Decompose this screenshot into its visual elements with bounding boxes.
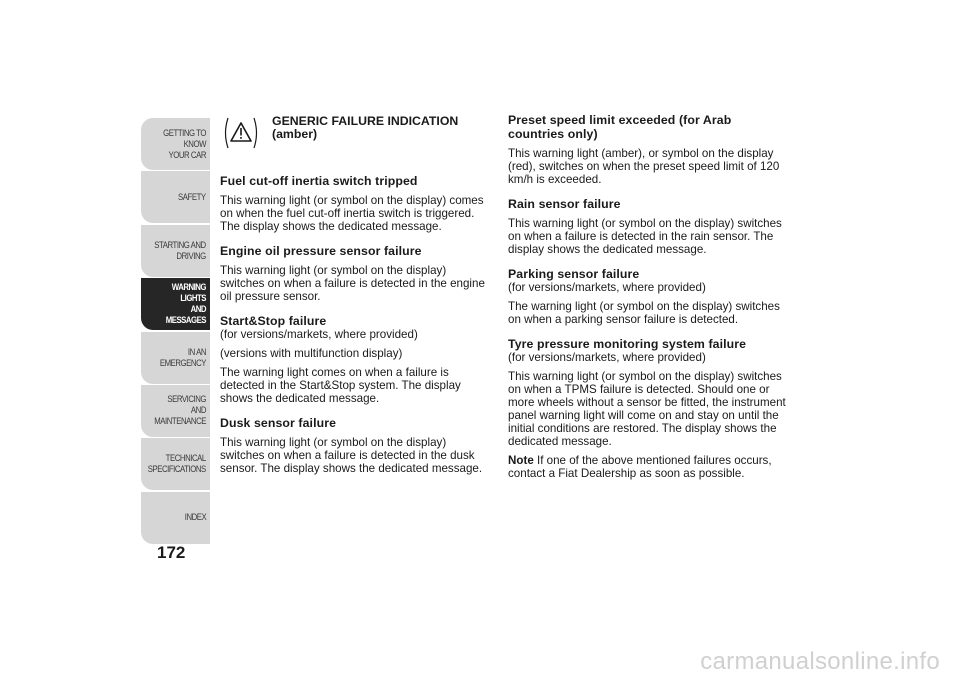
para-rain-sensor: This warning light (or symbol on the display) switches on when a failure is detected in the rain sensor. The display shows the dedicated message. [508, 217, 782, 256]
warning-triangle-icon [220, 113, 262, 153]
tab-label: GETTING TO KNOW YOUR CAR [163, 127, 206, 161]
sub-start-stop: (for versions/markets, where provided) [220, 328, 418, 341]
generic-failure-title: GENERIC FAILURE INDICATION (amber) [272, 114, 459, 141]
sub-parking-sensor: (for versions/markets, where provided) [508, 281, 706, 294]
heading-fuel-cutoff: Fuel cut-off inertia switch tripped [220, 174, 418, 188]
tab-servicing[interactable] [141, 385, 210, 437]
para-speed-limit: This warning light (amber), or symbol on the display (red), switches on when the preset speed limit of 120 km/h is exceeded. [508, 147, 780, 186]
page-number: 172 [157, 543, 186, 562]
tab-getting-to-know[interactable] [141, 118, 210, 170]
para-fuel-cutoff: This warning light (or symbol on the display) comes on when the fuel cut-off inertia switch is triggered. The display shows the dedicated message. [220, 194, 484, 233]
heading-tyre-pressure: Tyre pressure monitoring system failure [508, 337, 747, 351]
tab-label: SERVICING AND MAINTENANCE [154, 394, 206, 428]
sub-tyre-pressure: (for versions/markets, where provided) [508, 351, 706, 364]
chapter-tabs [141, 118, 210, 545]
tab-starting-driving[interactable] [141, 225, 210, 277]
heading-speed-limit: Preset speed limit exceeded (for Arab countries only) [508, 113, 732, 141]
tab-label: STARTING AND DRIVING [154, 239, 206, 262]
note-text: If one of the above mentioned failures occurs, contact a Fiat Dealership as soon as possible. [508, 454, 772, 480]
tab-safety[interactable] [141, 171, 210, 223]
tab-label: TECHNICAL SPECIFICATIONS [147, 453, 206, 476]
tab-index[interactable] [141, 492, 210, 544]
heading-dusk-sensor: Dusk sensor failure [220, 416, 337, 430]
para-parking-sensor: The warning light (or symbol on the display) switches on when a parking sensor failure is detected. [508, 300, 780, 326]
note-label: Note [508, 454, 534, 467]
heading-parking-sensor: Parking sensor failure [508, 267, 640, 281]
heading-oil-pressure: Engine oil pressure sensor failure [220, 244, 422, 258]
heading-rain-sensor: Rain sensor failure [508, 197, 621, 211]
watermark: carmanualsonline.info [700, 648, 940, 675]
para-start-stop-2: The warning light comes on when a failure is detected in the Start&Stop system. The display shows the dedicated message. [220, 366, 461, 405]
note-paragraph [508, 454, 790, 480]
right-column [508, 113, 790, 480]
para-oil-pressure: This warning light (or symbol on the display) switches on when a failure is detected in the engine oil pressure sensor. [220, 264, 485, 303]
tab-label: IN AN EMERGENCY [159, 346, 206, 369]
tab-label: INDEX [184, 512, 206, 524]
para-tyre-pressure: This warning light (or symbol on the display) switches on when a TPMS failure is detected. Should one or more wheels without a sensor be fitted, the instrument panel warning light will come on and stay on until the initial conditions are restored. The display shows the dedicated message. [508, 370, 786, 448]
para-dusk-sensor: This warning light (or symbol on the display) switches on when a failure is detected in the dusk sensor. The display shows the dedicated message. [220, 436, 483, 475]
left-column [220, 113, 492, 475]
tab-label: WARNING LIGHTS AND MESSAGES [165, 282, 206, 327]
tab-technical[interactable] [141, 438, 210, 490]
para-start-stop-1: (versions with multifunction display) [220, 347, 403, 360]
tab-label: SAFETY [178, 191, 206, 203]
tab-warning-lights[interactable] [141, 278, 210, 330]
tab-emergency[interactable] [141, 332, 210, 384]
generic-failure-header [220, 113, 492, 165]
heading-start-stop: Start&Stop failure [220, 314, 327, 328]
